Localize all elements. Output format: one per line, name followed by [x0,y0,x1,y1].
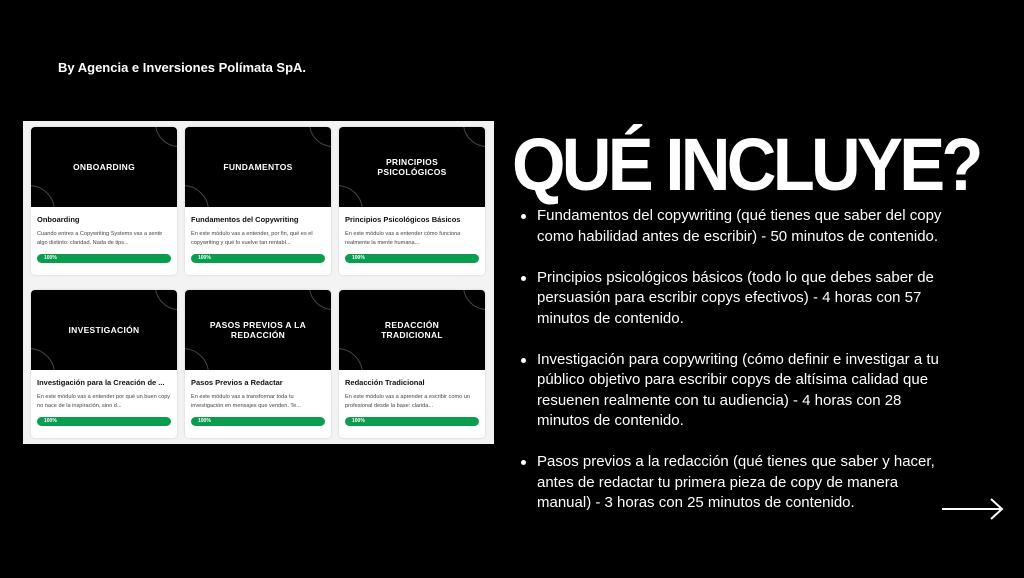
module-description: En este módulo vas a aprender a escribir como un profesional desde la base: clarida... [345,394,470,409]
module-card[interactable] [185,127,331,275]
module-card[interactable] [339,290,485,438]
module-thumbnail-title: INVESTIGACIÓN [68,324,140,335]
progress-bar [345,417,479,426]
progress-label: 100% [44,418,57,424]
module-description: Cuando entres a Copywriting Systems vas a sentir algo distinto: claridad. Nada de tips... [37,231,163,246]
progress-bar [191,254,325,263]
module-thumbnail [31,290,177,370]
progress-label: 100% [44,255,57,261]
progress-bar [345,254,479,263]
module-card[interactable] [31,290,177,438]
module-description: En este módulo vas a entender, por fin, qué es el copywriting y qué lo vuelve tan rentabl... [191,231,313,246]
arrow-right-icon[interactable] [941,497,1005,526]
module-title[interactable]: Fundamentos del Copywriting [191,215,299,224]
module-title[interactable]: Pasos Previos a Redactar [191,378,283,387]
module-title[interactable]: Principios Psicológicos Básicos [345,215,461,224]
module-card[interactable] [339,127,485,275]
module-thumbnail [185,290,331,370]
module-thumbnail-title: FUNDAMENTOS [223,161,293,172]
list-item-text: Investigación para copywriting (cómo definir e investigar a tu público objetivo para escribir copys de altísima calidad que resuenen realmente con tu audiencia) - 4 horas con 28 minutos de contenido. [537,350,939,429]
module-thumbnail-title: ONBOARDING [72,161,136,172]
module-card[interactable] [185,290,331,438]
module-thumbnail-title: REDACCIÓN TRADICIONAL [381,319,443,340]
list-item-text: Pasos previos a la redacción (qué tienes que saber y hacer, antes de redactar tu primera pieza de copy de manera manual) - 3 horas con 25 minutos de contenido. [537,453,935,511]
progress-bar [191,417,325,426]
module-title[interactable]: Redacción Tradicional [345,378,425,387]
list-item [516,268,946,330]
progress-label: 100% [352,418,365,424]
list-item [516,452,946,514]
progress-label: 100% [198,418,211,424]
progress-bar [37,254,171,263]
list-item-text: Fundamentos del copywriting (qué tienes que saber del copy como habilidad antes de escribir) - 50 minutos de contenido. [537,207,942,245]
byline: By Agencia e Inversiones Polímata SpA. [58,60,307,75]
module-description: En este módulo vas a entender por qué un buen copy no nace de la inspiración, sino d... [37,394,171,409]
progress-bar [37,417,171,426]
list-item [516,350,946,432]
progress-label: 100% [198,255,211,261]
module-card[interactable] [31,127,177,275]
list-item-text: Principios psicológicos básicos (todo lo que debes saber de persuasión para escribir copys efectivos) - 4 horas con 57 minutos de contenido. [537,268,934,327]
module-thumbnail [339,127,485,207]
module-title[interactable]: Onboarding [37,215,80,224]
headline: QUÉ INCLUYE? [512,123,980,206]
course-screenshot-panel [23,121,494,444]
module-title[interactable]: Investigación para la Creación de ... [37,378,165,387]
module-thumbnail [31,127,177,207]
module-description: En este módulo vas a entender cómo funciona realmente la mente humana... [345,231,461,246]
module-description: En este módulo vas a transformar toda tu investigación en mensajes que venden. Te... [191,394,301,409]
list-item [516,206,946,247]
module-thumbnail-title: PRINCIPIOS PSICOLÓGICOS [377,156,447,177]
module-thumbnail [185,127,331,207]
includes-list [516,206,946,534]
module-thumbnail-title: PASOS PREVIOS A LA REDACCIÓN [209,319,307,340]
progress-label: 100% [352,255,365,261]
module-thumbnail [339,290,485,370]
